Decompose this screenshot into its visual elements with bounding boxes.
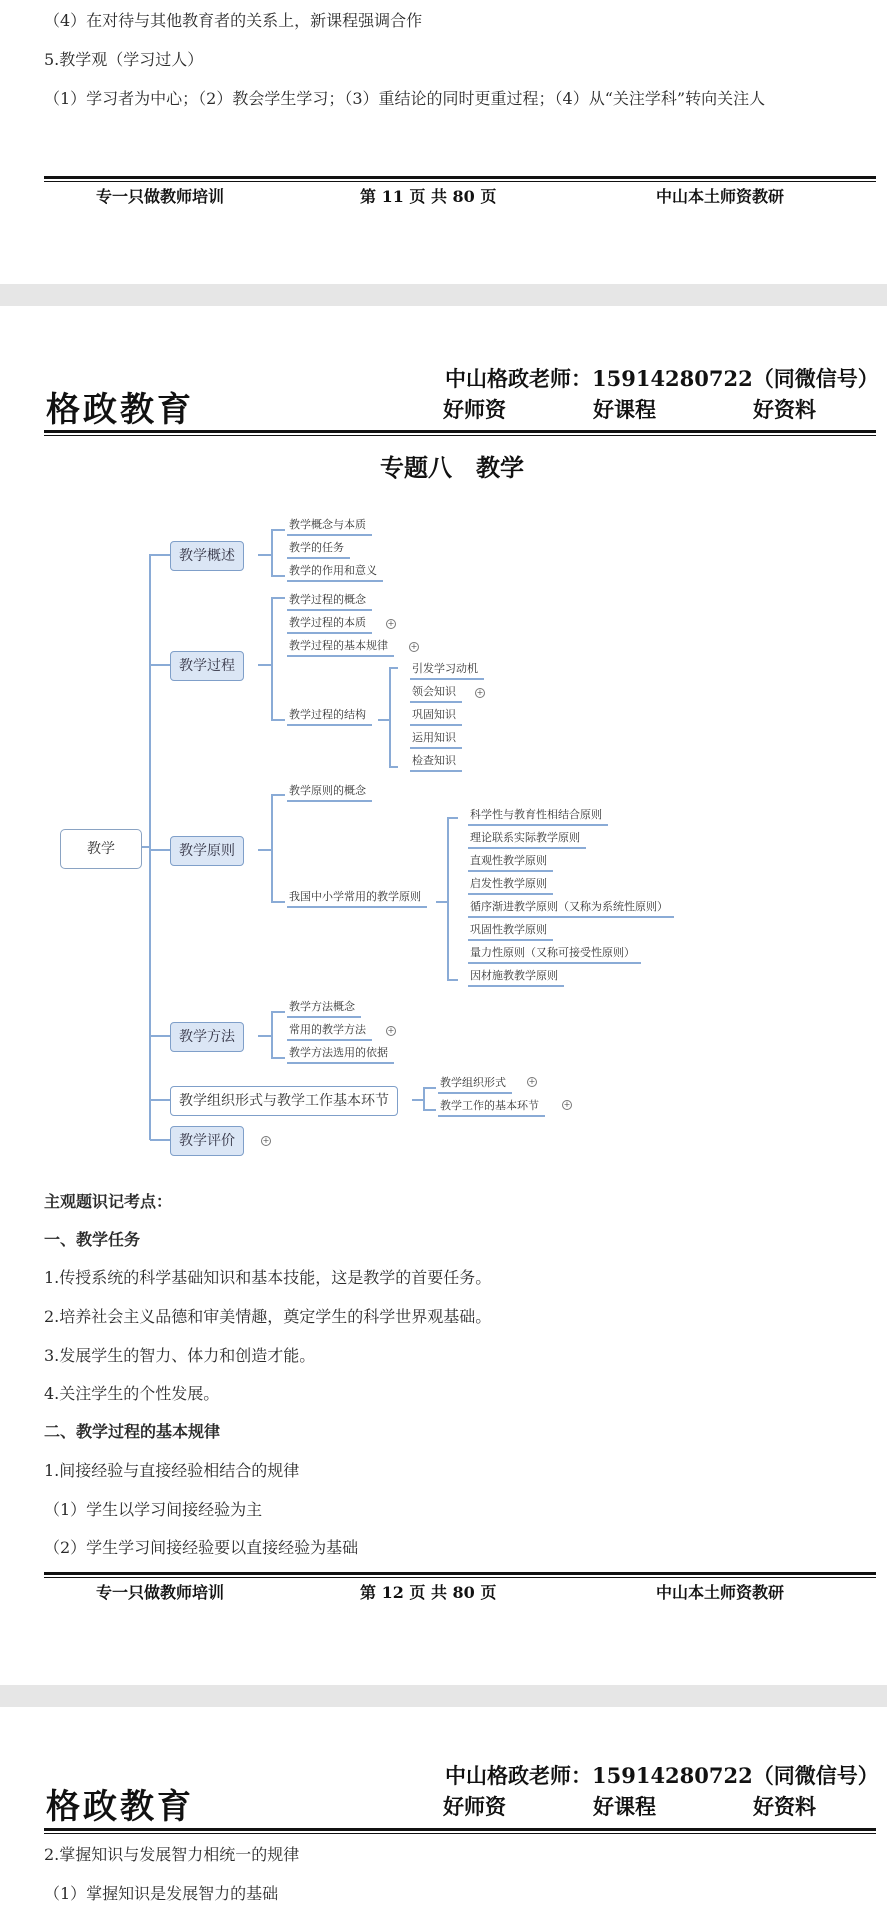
mindmap-leaf: 巩固性教学原则 (468, 921, 553, 941)
mindmap-node-process: 教学过程 (170, 651, 244, 681)
mindmap-node-organization: 教学组织形式与教学工作基本环节 (170, 1086, 398, 1116)
footer-page-number: 第 11 页 共 80 页 (360, 187, 497, 206)
mindmap-leaf: 循序渐进教学原则（又称为系统性原则） (468, 898, 674, 918)
header-logo: 格政教育 (46, 390, 194, 430)
footer-right: 中山本土师资教研 (656, 187, 785, 206)
mindmap-leaf: 教学过程的本质 (287, 614, 372, 634)
header-rule (44, 1833, 876, 1834)
expand-plus-icon[interactable]: + (563, 1100, 571, 1109)
body-line: （1）学习者为中心；（2）教会学生学习；（3）重结论的同时更重过程；（4）从“关注学科”转向关注人 (44, 89, 766, 108)
header-contact: 中山格政老师：15914280722（同微信号） (445, 1763, 879, 1788)
header-contact: 中山格政老师：15914280722（同微信号） (445, 366, 879, 391)
footer-rule (44, 1577, 876, 1578)
mindmap-leaf: 理论联系实际教学原则 (468, 829, 586, 849)
mindmap-node-methods: 教学方法 (170, 1022, 244, 1052)
section-heading: 二、教学过程的基本规律 (44, 1422, 221, 1441)
mindmap-leaf: 教学概念与本质 (287, 516, 372, 536)
mindmap-leaf: 我国中小学常用的教学原则 (287, 888, 427, 908)
footer-left: 专一只做教师培训 (96, 187, 225, 206)
body-line: 2.掌握知识与发展智力相统一的规律 (44, 1845, 300, 1864)
mindmap-leaf: 教学方法概念 (287, 998, 361, 1018)
mindmap-leaf: 教学过程的概念 (287, 591, 372, 611)
body-line: （1）掌握知识是发展智力的基础 (44, 1884, 279, 1903)
body-line: 5.教学观（学习过人） (44, 50, 204, 69)
mindmap-leaf: 检查知识 (410, 752, 462, 772)
body-line: 4.关注学生的个性发展。 (44, 1384, 220, 1403)
mindmap-leaf: 教学组织形式 (438, 1074, 512, 1094)
mindmap-leaf: 教学工作的基本环节 (438, 1097, 545, 1117)
body-line: （4）在对待与其他教育者的关系上，新课程强调合作 (44, 11, 423, 30)
footer-page-number: 第 12 页 共 80 页 (360, 1583, 497, 1602)
header-logo: 格政教育 (46, 1787, 194, 1827)
mindmap-leaf: 直观性教学原则 (468, 852, 553, 872)
expand-plus-icon[interactable]: + (262, 1136, 270, 1145)
mindmap-leaf: 量力性原则（又称可接受性原则） (468, 944, 641, 964)
header-slogan: 好课程 (593, 1794, 656, 1819)
header-slogan: 好课程 (593, 397, 656, 422)
mindmap-leaf: 引发学习动机 (410, 660, 484, 680)
mindmap-leaf: 教学原则的概念 (287, 782, 372, 802)
mindmap-leaf: 教学的作用和意义 (287, 562, 383, 582)
mindmap-leaf: 常用的教学方法 (287, 1021, 372, 1041)
body-line: 2.培养社会主义品德和审美情趣，奠定学生的科学世界观基础。 (44, 1307, 492, 1326)
mindmap-leaf: 运用知识 (410, 729, 462, 749)
expand-plus-icon[interactable]: + (387, 1026, 395, 1035)
expand-plus-icon[interactable]: + (410, 642, 418, 651)
footer-left: 专一只做教师培训 (96, 1583, 225, 1602)
mindmap-leaf: 教学的任务 (287, 539, 350, 559)
body-line: （2）学生学习间接经验要以直接经验为基础 (44, 1538, 359, 1557)
body-line: 1.间接经验与直接经验相结合的规律 (44, 1461, 300, 1480)
footer-right: 中山本土师资教研 (656, 1583, 785, 1602)
body-line: 3.发展学生的智力、体力和创造才能。 (44, 1346, 316, 1365)
body-line: 1.传授系统的科学基础知识和基本技能，这是教学的首要任务。 (44, 1268, 492, 1287)
mindmap-node-evaluation: 教学评价 (170, 1126, 244, 1156)
mindmap-node-overview: 教学概述 (170, 541, 244, 571)
mindmap-leaf: 领会知识 (410, 683, 462, 703)
page-title: 专题八 教学 (380, 453, 524, 482)
mindmap-root: 教学 (60, 829, 142, 869)
header-rule (44, 1828, 876, 1831)
mindmap-leaf: 教学过程的基本规律 (287, 637, 394, 657)
mindmap-leaf: 巩固知识 (410, 706, 462, 726)
page-separator (0, 1685, 887, 1707)
expand-plus-icon[interactable]: + (387, 619, 395, 628)
header-slogan: 好师资 (443, 397, 506, 422)
mindmap-leaf: 教学过程的结构 (287, 706, 372, 726)
expand-plus-icon[interactable]: + (476, 688, 484, 697)
mindmap-node-principles: 教学原则 (170, 836, 244, 866)
footer-rule (44, 1572, 876, 1575)
header-slogan: 好资料 (753, 397, 816, 422)
section-heading: 一、教学任务 (44, 1230, 141, 1249)
header-slogan: 好资料 (753, 1794, 816, 1819)
mindmap-leaf: 启发性教学原则 (468, 875, 553, 895)
header-slogan: 好师资 (443, 1794, 506, 1819)
mindmap-leaf: 教学方法选用的依据 (287, 1044, 394, 1064)
mindmap-leaf: 因材施教教学原则 (468, 967, 564, 987)
subheading: 主观题识记考点： (44, 1192, 173, 1211)
body-line: （1）学生以学习间接经验为主 (44, 1500, 263, 1519)
mindmap-leaf: 科学性与教育性相结合原则 (468, 806, 608, 826)
expand-plus-icon[interactable]: + (528, 1077, 536, 1086)
